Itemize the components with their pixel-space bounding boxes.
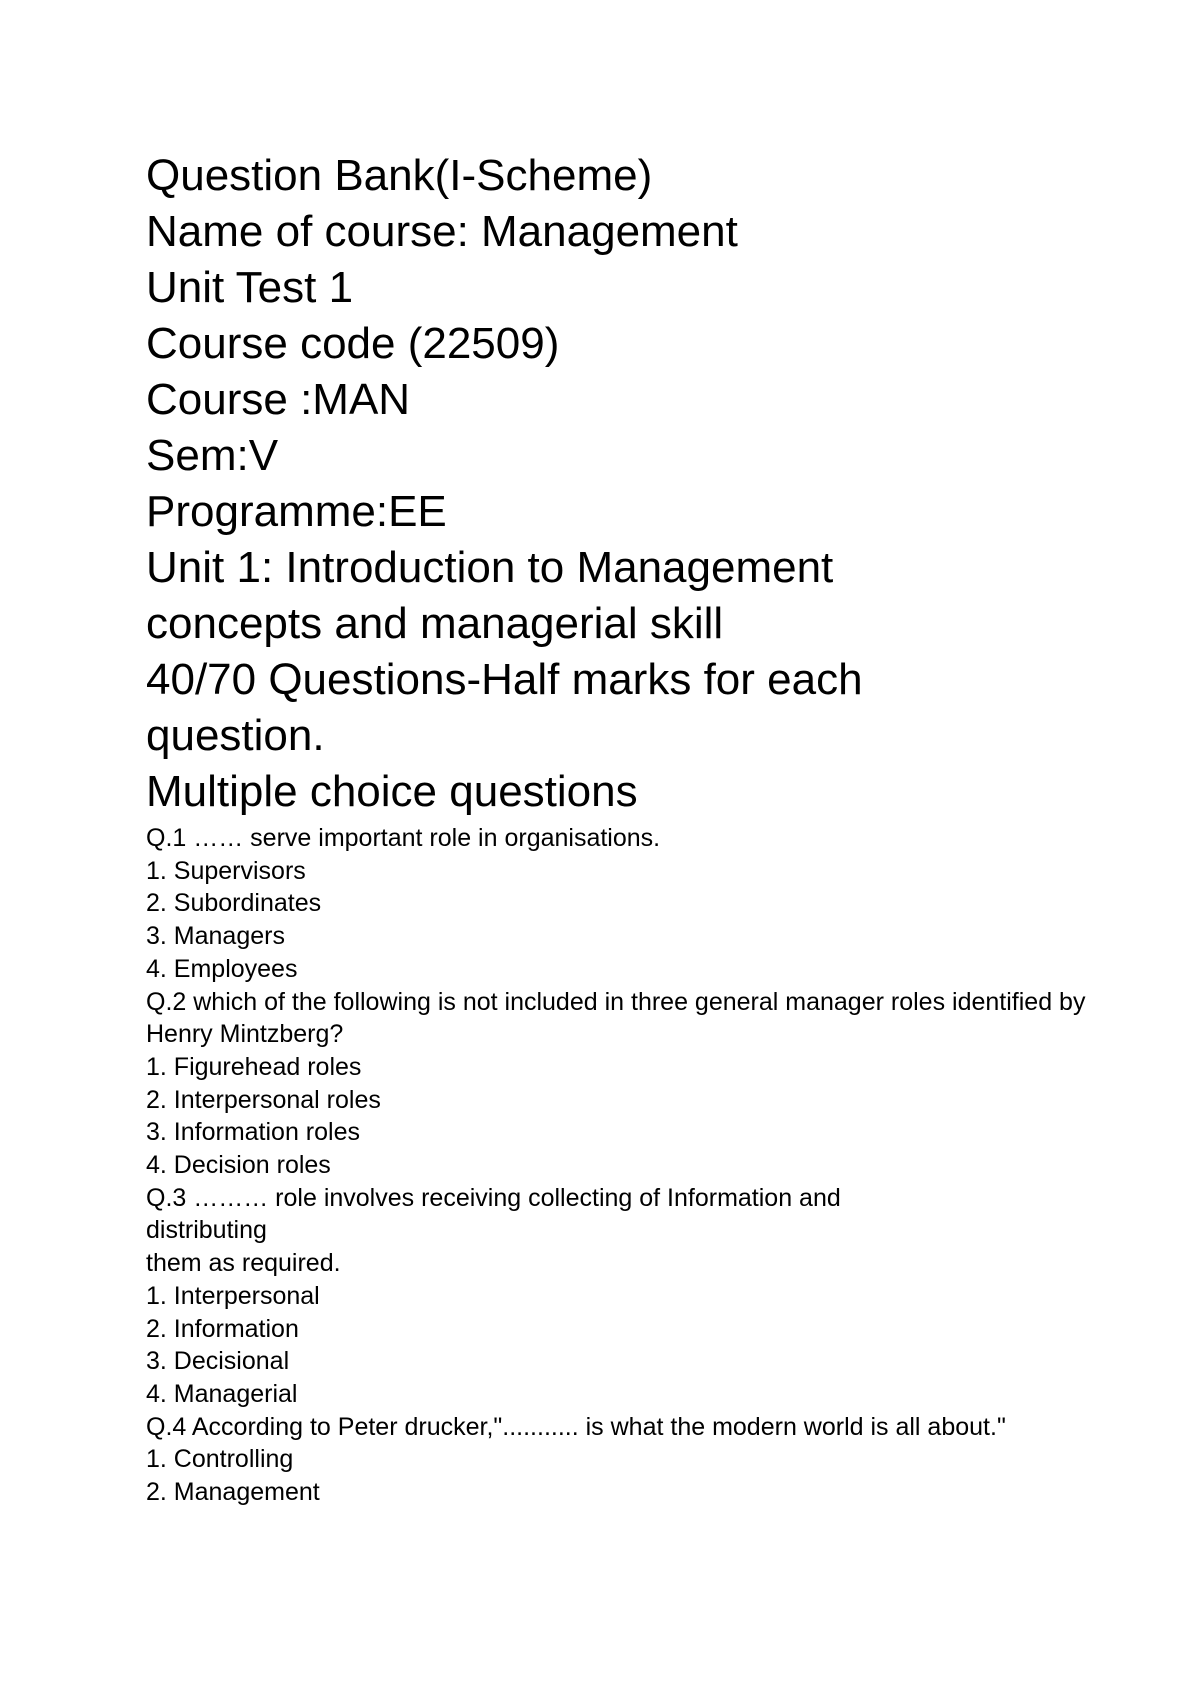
option: 1. Interpersonal <box>146 1281 320 1310</box>
document-header <box>146 148 1146 820</box>
option: 3. Managers <box>146 922 285 951</box>
option: 4. Employees <box>146 954 298 983</box>
option: 3. Information roles <box>146 1118 360 1147</box>
programme: Programme:EE <box>146 487 447 536</box>
option: 4. Managerial <box>146 1379 298 1408</box>
section-title: Multiple choice questions <box>146 767 638 816</box>
question-item <box>146 1182 1146 1411</box>
document-page <box>146 148 1146 1509</box>
question-text: Q.3 ……… role involves receiving collecting of Information and distributing <box>146 1183 841 1245</box>
option: 4. Decision roles <box>146 1151 331 1180</box>
question-list <box>146 822 1146 1509</box>
option: 2. Information <box>146 1314 299 1343</box>
question-item <box>146 986 1146 1182</box>
question-text: Q.2 which of the following is not included in three general manager roles identified by Henry Mintzberg? <box>146 987 1086 1049</box>
course-code: Course code (22509) <box>146 319 560 368</box>
option: 1. Figurehead roles <box>146 1052 362 1081</box>
unit-test: Unit Test 1 <box>146 263 354 312</box>
question-item <box>146 822 1146 986</box>
question-item <box>146 1411 1146 1509</box>
semester: Sem:V <box>146 431 279 480</box>
course: Course :MAN <box>146 375 411 424</box>
option: 2. Subordinates <box>146 889 322 918</box>
question-text-continued: them as required. <box>146 1249 341 1278</box>
option: 2. Management <box>146 1478 320 1507</box>
option: 3. Decisional <box>146 1347 290 1376</box>
option: 2. Interpersonal roles <box>146 1085 381 1114</box>
question-text: Q.1 …… serve important role in organisations. <box>146 824 661 852</box>
marks-info: 40/70 Questions-Half marks for each question. <box>146 655 863 760</box>
document-title: Question Bank(I-Scheme) <box>146 151 653 200</box>
course-name: Name of course: Management <box>146 207 738 256</box>
option: 1. Controlling <box>146 1445 294 1474</box>
option: 1. Supervisors <box>146 856 306 885</box>
question-text: Q.4 According to Peter drucker,"........... is what the modern world is all about." <box>146 1412 1006 1441</box>
unit-title: Unit 1: Introduction to Management concepts and managerial skill <box>146 543 834 648</box>
